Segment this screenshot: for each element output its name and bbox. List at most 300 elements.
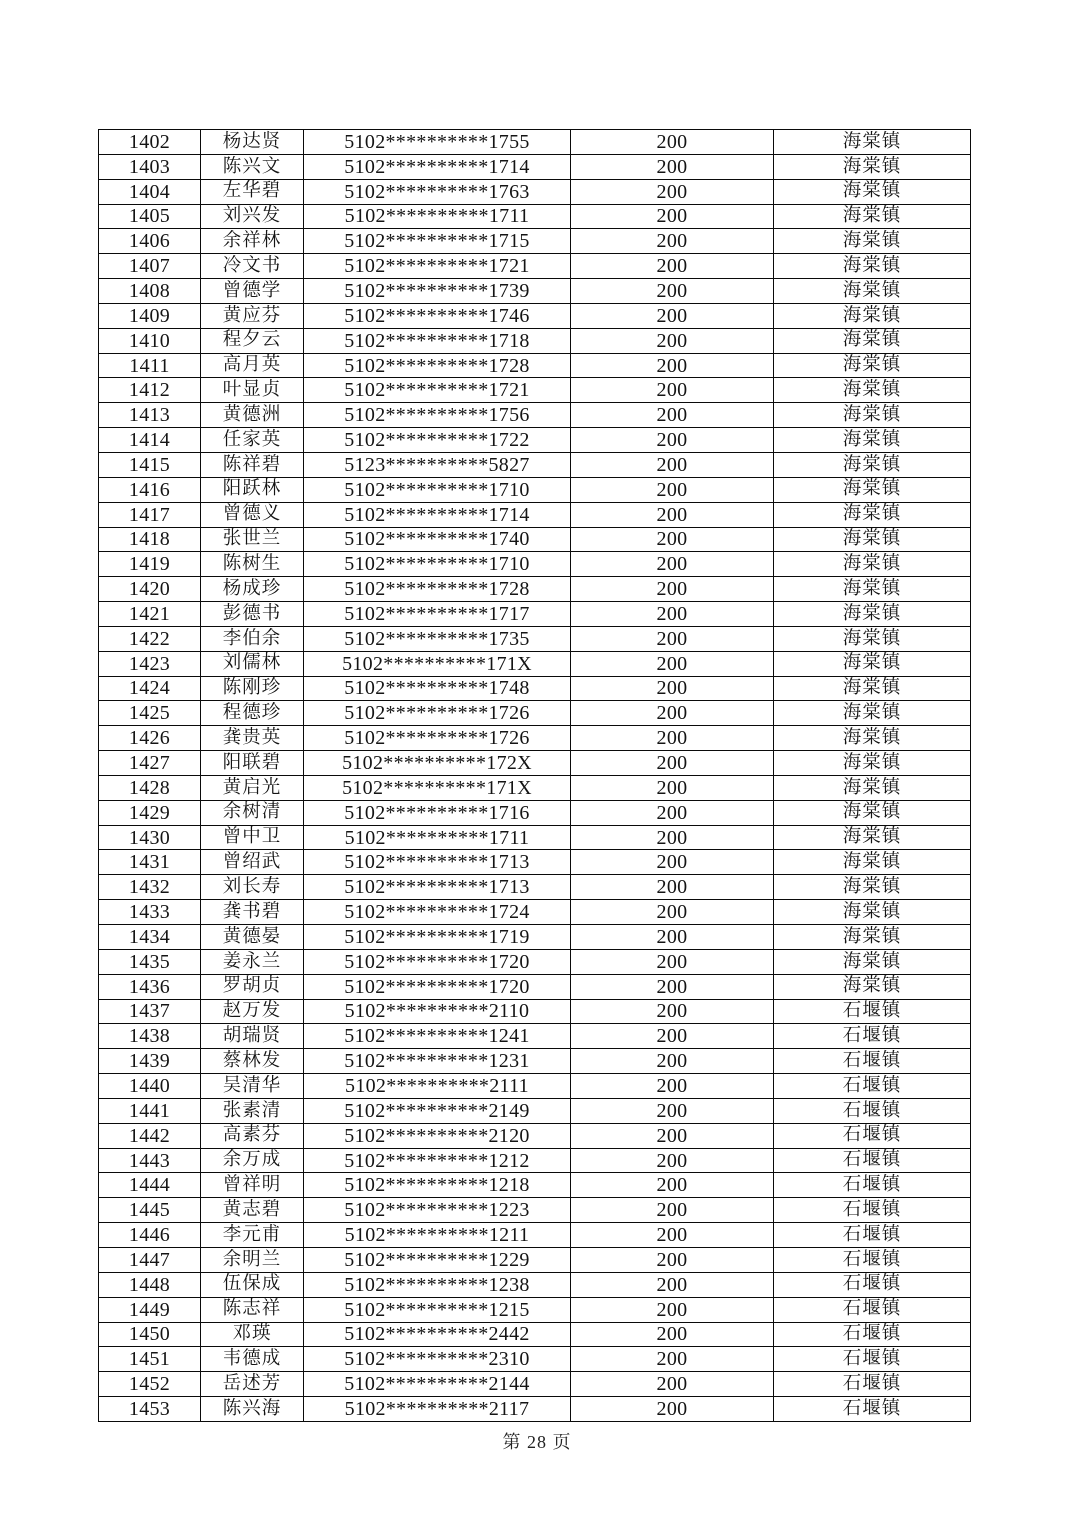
cell-person-name: 胡瑞贤 bbox=[201, 1024, 304, 1049]
table-row bbox=[99, 254, 971, 279]
cell-seq-number: 1443 bbox=[99, 1148, 201, 1173]
cell-seq-number: 1405 bbox=[99, 204, 201, 229]
cell-town: 海棠镇 bbox=[774, 428, 971, 453]
cell-town: 海棠镇 bbox=[774, 875, 971, 900]
table-row bbox=[99, 1074, 971, 1099]
cell-seq-number: 1427 bbox=[99, 751, 201, 776]
table-row bbox=[99, 1223, 971, 1248]
cell-person-name: 陈祥碧 bbox=[201, 452, 304, 477]
cell-amount: 200 bbox=[571, 850, 774, 875]
cell-seq-number: 1447 bbox=[99, 1247, 201, 1272]
cell-amount: 200 bbox=[571, 651, 774, 676]
cell-seq-number: 1403 bbox=[99, 154, 201, 179]
table-row bbox=[99, 850, 971, 875]
table-row bbox=[99, 1049, 971, 1074]
cell-amount: 200 bbox=[571, 1074, 774, 1099]
cell-town: 海棠镇 bbox=[774, 726, 971, 751]
cell-person-name: 高月英 bbox=[201, 353, 304, 378]
cell-amount: 200 bbox=[571, 1322, 774, 1347]
cell-person-name: 黄启光 bbox=[201, 775, 304, 800]
cell-amount: 200 bbox=[571, 1223, 774, 1248]
table-row bbox=[99, 229, 971, 254]
cell-amount: 200 bbox=[571, 974, 774, 999]
table-row bbox=[99, 1148, 971, 1173]
table-row bbox=[99, 502, 971, 527]
cell-person-name: 蔡林发 bbox=[201, 1049, 304, 1074]
cell-amount: 200 bbox=[571, 676, 774, 701]
cell-amount: 200 bbox=[571, 701, 774, 726]
table-row bbox=[99, 403, 971, 428]
cell-person-name: 任家英 bbox=[201, 428, 304, 453]
cell-town: 石堰镇 bbox=[774, 1024, 971, 1049]
cell-town: 海棠镇 bbox=[774, 353, 971, 378]
cell-town: 石堰镇 bbox=[774, 1247, 971, 1272]
cell-town: 海棠镇 bbox=[774, 254, 971, 279]
cell-id-number-masked: 5102**********1215 bbox=[304, 1297, 571, 1322]
cell-id-number-masked: 5102**********1710 bbox=[304, 552, 571, 577]
cell-amount: 200 bbox=[571, 279, 774, 304]
cell-seq-number: 1433 bbox=[99, 900, 201, 925]
cell-seq-number: 1441 bbox=[99, 1098, 201, 1123]
cell-person-name: 余万成 bbox=[201, 1148, 304, 1173]
cell-id-number-masked: 5102**********2120 bbox=[304, 1123, 571, 1148]
cell-id-number-masked: 5102**********1231 bbox=[304, 1049, 571, 1074]
cell-seq-number: 1444 bbox=[99, 1173, 201, 1198]
cell-id-number-masked: 5102**********2117 bbox=[304, 1397, 571, 1422]
table-row bbox=[99, 1198, 971, 1223]
cell-town: 海棠镇 bbox=[774, 775, 971, 800]
cell-seq-number: 1420 bbox=[99, 577, 201, 602]
cell-id-number-masked: 5102**********1713 bbox=[304, 850, 571, 875]
table-row bbox=[99, 1098, 971, 1123]
cell-seq-number: 1436 bbox=[99, 974, 201, 999]
cell-amount: 200 bbox=[571, 1397, 774, 1422]
cell-amount: 200 bbox=[571, 1347, 774, 1372]
table-row bbox=[99, 800, 971, 825]
cell-id-number-masked: 5102**********1756 bbox=[304, 403, 571, 428]
cell-town: 海棠镇 bbox=[774, 552, 971, 577]
cell-person-name: 曾德学 bbox=[201, 279, 304, 304]
cell-seq-number: 1414 bbox=[99, 428, 201, 453]
cell-town: 海棠镇 bbox=[774, 527, 971, 552]
table-row bbox=[99, 1347, 971, 1372]
cell-id-number-masked: 5102**********2110 bbox=[304, 999, 571, 1024]
cell-town: 海棠镇 bbox=[774, 279, 971, 304]
cell-town: 石堰镇 bbox=[774, 1198, 971, 1223]
table-row bbox=[99, 651, 971, 676]
cell-id-number-masked: 5102**********1726 bbox=[304, 726, 571, 751]
subsidy-roster-table bbox=[98, 129, 971, 1422]
cell-amount: 200 bbox=[571, 552, 774, 577]
cell-town: 海棠镇 bbox=[774, 577, 971, 602]
cell-town: 海棠镇 bbox=[774, 378, 971, 403]
cell-id-number-masked: 5102**********1720 bbox=[304, 949, 571, 974]
table-row bbox=[99, 303, 971, 328]
cell-id-number-masked: 5102**********1739 bbox=[304, 279, 571, 304]
table-row bbox=[99, 1297, 971, 1322]
table-row bbox=[99, 279, 971, 304]
cell-id-number-masked: 5102**********2442 bbox=[304, 1322, 571, 1347]
cell-id-number-masked: 5102**********1720 bbox=[304, 974, 571, 999]
cell-person-name: 黄德晏 bbox=[201, 925, 304, 950]
cell-town: 石堰镇 bbox=[774, 1074, 971, 1099]
table-row bbox=[99, 577, 971, 602]
cell-amount: 200 bbox=[571, 602, 774, 627]
table-row bbox=[99, 353, 971, 378]
cell-seq-number: 1423 bbox=[99, 651, 201, 676]
cell-person-name: 余树清 bbox=[201, 800, 304, 825]
table-row bbox=[99, 701, 971, 726]
table-row bbox=[99, 602, 971, 627]
cell-id-number-masked: 5102**********1735 bbox=[304, 626, 571, 651]
cell-amount: 200 bbox=[571, 1123, 774, 1148]
cell-town: 海棠镇 bbox=[774, 676, 971, 701]
cell-seq-number: 1437 bbox=[99, 999, 201, 1024]
cell-amount: 200 bbox=[571, 1024, 774, 1049]
table-row bbox=[99, 204, 971, 229]
cell-amount: 200 bbox=[571, 1148, 774, 1173]
cell-amount: 200 bbox=[571, 577, 774, 602]
cell-amount: 200 bbox=[571, 428, 774, 453]
cell-seq-number: 1449 bbox=[99, 1297, 201, 1322]
cell-id-number-masked: 5102**********1711 bbox=[304, 825, 571, 850]
cell-person-name: 张素清 bbox=[201, 1098, 304, 1123]
cell-id-number-masked: 5102**********1728 bbox=[304, 577, 571, 602]
cell-town: 海棠镇 bbox=[774, 502, 971, 527]
cell-id-number-masked: 5102**********1713 bbox=[304, 875, 571, 900]
cell-amount: 200 bbox=[571, 130, 774, 155]
cell-seq-number: 1426 bbox=[99, 726, 201, 751]
cell-seq-number: 1445 bbox=[99, 1198, 201, 1223]
cell-seq-number: 1448 bbox=[99, 1272, 201, 1297]
cell-town: 海棠镇 bbox=[774, 701, 971, 726]
cell-id-number-masked: 5102**********1724 bbox=[304, 900, 571, 925]
cell-amount: 200 bbox=[571, 726, 774, 751]
cell-seq-number: 1417 bbox=[99, 502, 201, 527]
cell-person-name: 刘长寿 bbox=[201, 875, 304, 900]
cell-person-name: 杨达贤 bbox=[201, 130, 304, 155]
cell-person-name: 龚书碧 bbox=[201, 900, 304, 925]
cell-seq-number: 1442 bbox=[99, 1123, 201, 1148]
cell-person-name: 李伯余 bbox=[201, 626, 304, 651]
cell-town: 石堰镇 bbox=[774, 1173, 971, 1198]
cell-person-name: 余祥林 bbox=[201, 229, 304, 254]
cell-town: 海棠镇 bbox=[774, 229, 971, 254]
cell-person-name: 吴清华 bbox=[201, 1074, 304, 1099]
table-row bbox=[99, 154, 971, 179]
cell-seq-number: 1424 bbox=[99, 676, 201, 701]
cell-id-number-masked: 5102**********1719 bbox=[304, 925, 571, 950]
cell-seq-number: 1406 bbox=[99, 229, 201, 254]
cell-person-name: 陈兴海 bbox=[201, 1397, 304, 1422]
cell-amount: 200 bbox=[571, 502, 774, 527]
table-row bbox=[99, 428, 971, 453]
cell-id-number-masked: 5102**********1748 bbox=[304, 676, 571, 701]
cell-id-number-masked: 5102**********1746 bbox=[304, 303, 571, 328]
cell-person-name: 岳述芳 bbox=[201, 1372, 304, 1397]
table-row bbox=[99, 1272, 971, 1297]
cell-seq-number: 1407 bbox=[99, 254, 201, 279]
table-row bbox=[99, 626, 971, 651]
table-row bbox=[99, 751, 971, 776]
cell-amount: 200 bbox=[571, 1372, 774, 1397]
table-row bbox=[99, 974, 971, 999]
cell-seq-number: 1453 bbox=[99, 1397, 201, 1422]
cell-id-number-masked: 5102**********1238 bbox=[304, 1272, 571, 1297]
cell-town: 石堰镇 bbox=[774, 1372, 971, 1397]
cell-id-number-masked: 5102**********1755 bbox=[304, 130, 571, 155]
cell-person-name: 杨成珍 bbox=[201, 577, 304, 602]
cell-town: 石堰镇 bbox=[774, 1272, 971, 1297]
cell-id-number-masked: 5102**********1714 bbox=[304, 154, 571, 179]
cell-amount: 200 bbox=[571, 751, 774, 776]
cell-seq-number: 1451 bbox=[99, 1347, 201, 1372]
cell-seq-number: 1439 bbox=[99, 1049, 201, 1074]
cell-amount: 200 bbox=[571, 378, 774, 403]
cell-seq-number: 1415 bbox=[99, 452, 201, 477]
cell-person-name: 赵万发 bbox=[201, 999, 304, 1024]
table-row bbox=[99, 825, 971, 850]
cell-person-name: 阳跃林 bbox=[201, 477, 304, 502]
cell-town: 海棠镇 bbox=[774, 477, 971, 502]
cell-town: 海棠镇 bbox=[774, 204, 971, 229]
cell-amount: 200 bbox=[571, 925, 774, 950]
cell-id-number-masked: 5102**********172X bbox=[304, 751, 571, 776]
cell-seq-number: 1410 bbox=[99, 328, 201, 353]
cell-seq-number: 1409 bbox=[99, 303, 201, 328]
cell-amount: 200 bbox=[571, 900, 774, 925]
table-row bbox=[99, 676, 971, 701]
cell-amount: 200 bbox=[571, 353, 774, 378]
cell-town: 海棠镇 bbox=[774, 602, 971, 627]
cell-seq-number: 1408 bbox=[99, 279, 201, 304]
cell-town: 石堰镇 bbox=[774, 1123, 971, 1148]
table-row bbox=[99, 1322, 971, 1347]
cell-person-name: 阳联碧 bbox=[201, 751, 304, 776]
cell-seq-number: 1428 bbox=[99, 775, 201, 800]
cell-person-name: 陈兴文 bbox=[201, 154, 304, 179]
cell-id-number-masked: 5102**********1717 bbox=[304, 602, 571, 627]
cell-amount: 200 bbox=[571, 775, 774, 800]
cell-id-number-masked: 5102**********1211 bbox=[304, 1223, 571, 1248]
cell-town: 石堰镇 bbox=[774, 1223, 971, 1248]
table-row bbox=[99, 1372, 971, 1397]
cell-id-number-masked: 5102**********1241 bbox=[304, 1024, 571, 1049]
cell-seq-number: 1402 bbox=[99, 130, 201, 155]
cell-amount: 200 bbox=[571, 800, 774, 825]
cell-amount: 200 bbox=[571, 875, 774, 900]
cell-person-name: 余明兰 bbox=[201, 1247, 304, 1272]
cell-person-name: 龚贵英 bbox=[201, 726, 304, 751]
cell-town: 海棠镇 bbox=[774, 800, 971, 825]
cell-id-number-masked: 5102**********2111 bbox=[304, 1074, 571, 1099]
cell-amount: 200 bbox=[571, 1098, 774, 1123]
cell-id-number-masked: 5102**********1740 bbox=[304, 527, 571, 552]
table-row bbox=[99, 925, 971, 950]
cell-seq-number: 1425 bbox=[99, 701, 201, 726]
cell-town: 海棠镇 bbox=[774, 850, 971, 875]
cell-amount: 200 bbox=[571, 328, 774, 353]
cell-town: 海棠镇 bbox=[774, 403, 971, 428]
cell-amount: 200 bbox=[571, 1297, 774, 1322]
subsidy-roster-table-body bbox=[99, 130, 971, 1422]
cell-amount: 200 bbox=[571, 999, 774, 1024]
cell-id-number-masked: 5102**********1714 bbox=[304, 502, 571, 527]
cell-person-name: 冷文书 bbox=[201, 254, 304, 279]
cell-seq-number: 1411 bbox=[99, 353, 201, 378]
cell-seq-number: 1419 bbox=[99, 552, 201, 577]
cell-amount: 200 bbox=[571, 403, 774, 428]
cell-amount: 200 bbox=[571, 254, 774, 279]
cell-id-number-masked: 5102**********1212 bbox=[304, 1148, 571, 1173]
cell-id-number-masked: 5102**********1763 bbox=[304, 179, 571, 204]
table-row bbox=[99, 378, 971, 403]
cell-seq-number: 1435 bbox=[99, 949, 201, 974]
table-row bbox=[99, 477, 971, 502]
cell-id-number-masked: 5102**********1721 bbox=[304, 378, 571, 403]
table-row bbox=[99, 552, 971, 577]
cell-id-number-masked: 5102**********171X bbox=[304, 651, 571, 676]
cell-town: 海棠镇 bbox=[774, 900, 971, 925]
table-row bbox=[99, 1397, 971, 1422]
cell-seq-number: 1434 bbox=[99, 925, 201, 950]
cell-town: 海棠镇 bbox=[774, 925, 971, 950]
cell-person-name: 黄应芬 bbox=[201, 303, 304, 328]
cell-amount: 200 bbox=[571, 477, 774, 502]
table-row bbox=[99, 1024, 971, 1049]
table-row bbox=[99, 949, 971, 974]
cell-id-number-masked: 5102**********1715 bbox=[304, 229, 571, 254]
cell-seq-number: 1450 bbox=[99, 1322, 201, 1347]
cell-town: 海棠镇 bbox=[774, 452, 971, 477]
cell-id-number-masked: 5102**********2310 bbox=[304, 1347, 571, 1372]
cell-town: 海棠镇 bbox=[774, 130, 971, 155]
cell-amount: 200 bbox=[571, 949, 774, 974]
cell-id-number-masked: 5102**********1218 bbox=[304, 1173, 571, 1198]
cell-town: 石堰镇 bbox=[774, 1322, 971, 1347]
cell-town: 石堰镇 bbox=[774, 1148, 971, 1173]
cell-person-name: 高素芬 bbox=[201, 1123, 304, 1148]
table-row bbox=[99, 900, 971, 925]
cell-amount: 200 bbox=[571, 229, 774, 254]
cell-seq-number: 1422 bbox=[99, 626, 201, 651]
cell-person-name: 韦德成 bbox=[201, 1347, 304, 1372]
cell-person-name: 彭德书 bbox=[201, 602, 304, 627]
table-row bbox=[99, 999, 971, 1024]
cell-seq-number: 1416 bbox=[99, 477, 201, 502]
cell-id-number-masked: 5123**********5827 bbox=[304, 452, 571, 477]
cell-amount: 200 bbox=[571, 1173, 774, 1198]
table-row bbox=[99, 1247, 971, 1272]
cell-person-name: 曾中卫 bbox=[201, 825, 304, 850]
table-row bbox=[99, 775, 971, 800]
cell-seq-number: 1430 bbox=[99, 825, 201, 850]
cell-town: 海棠镇 bbox=[774, 949, 971, 974]
cell-amount: 200 bbox=[571, 527, 774, 552]
cell-seq-number: 1418 bbox=[99, 527, 201, 552]
cell-id-number-masked: 5102**********1722 bbox=[304, 428, 571, 453]
cell-person-name: 姜永兰 bbox=[201, 949, 304, 974]
cell-seq-number: 1421 bbox=[99, 602, 201, 627]
cell-town: 石堰镇 bbox=[774, 999, 971, 1024]
cell-person-name: 黄志碧 bbox=[201, 1198, 304, 1223]
cell-amount: 200 bbox=[571, 179, 774, 204]
cell-person-name: 左华碧 bbox=[201, 179, 304, 204]
cell-id-number-masked: 5102**********1728 bbox=[304, 353, 571, 378]
cell-id-number-masked: 5102**********171X bbox=[304, 775, 571, 800]
cell-town: 海棠镇 bbox=[774, 626, 971, 651]
cell-amount: 200 bbox=[571, 626, 774, 651]
cell-town: 海棠镇 bbox=[774, 154, 971, 179]
cell-town: 海棠镇 bbox=[774, 651, 971, 676]
cell-amount: 200 bbox=[571, 1247, 774, 1272]
cell-amount: 200 bbox=[571, 1272, 774, 1297]
cell-person-name: 张世兰 bbox=[201, 527, 304, 552]
cell-seq-number: 1440 bbox=[99, 1074, 201, 1099]
table-row bbox=[99, 1123, 971, 1148]
cell-town: 海棠镇 bbox=[774, 974, 971, 999]
cell-town: 石堰镇 bbox=[774, 1297, 971, 1322]
cell-person-name: 程夕云 bbox=[201, 328, 304, 353]
table-row bbox=[99, 726, 971, 751]
table-row bbox=[99, 875, 971, 900]
cell-id-number-masked: 5102**********1229 bbox=[304, 1247, 571, 1272]
cell-id-number-masked: 5102**********1710 bbox=[304, 477, 571, 502]
cell-id-number-masked: 5102**********1711 bbox=[304, 204, 571, 229]
cell-town: 海棠镇 bbox=[774, 825, 971, 850]
cell-town: 海棠镇 bbox=[774, 179, 971, 204]
table-row bbox=[99, 130, 971, 155]
cell-person-name: 伍保成 bbox=[201, 1272, 304, 1297]
cell-person-name: 刘兴发 bbox=[201, 204, 304, 229]
cell-person-name: 曾德义 bbox=[201, 502, 304, 527]
cell-seq-number: 1404 bbox=[99, 179, 201, 204]
table-row bbox=[99, 527, 971, 552]
cell-amount: 200 bbox=[571, 154, 774, 179]
cell-town: 海棠镇 bbox=[774, 328, 971, 353]
cell-person-name: 刘儒林 bbox=[201, 651, 304, 676]
cell-id-number-masked: 5102**********1716 bbox=[304, 800, 571, 825]
cell-id-number-masked: 5102**********2149 bbox=[304, 1098, 571, 1123]
cell-person-name: 黄德洲 bbox=[201, 403, 304, 428]
cell-person-name: 陈志祥 bbox=[201, 1297, 304, 1322]
cell-person-name: 叶显贞 bbox=[201, 378, 304, 403]
cell-amount: 200 bbox=[571, 452, 774, 477]
cell-town: 石堰镇 bbox=[774, 1098, 971, 1123]
cell-id-number-masked: 5102**********2144 bbox=[304, 1372, 571, 1397]
cell-town: 海棠镇 bbox=[774, 751, 971, 776]
cell-person-name: 陈刚珍 bbox=[201, 676, 304, 701]
cell-id-number-masked: 5102**********1223 bbox=[304, 1198, 571, 1223]
cell-id-number-masked: 5102**********1726 bbox=[304, 701, 571, 726]
cell-person-name: 曾绍武 bbox=[201, 850, 304, 875]
cell-person-name: 罗胡贞 bbox=[201, 974, 304, 999]
cell-seq-number: 1429 bbox=[99, 800, 201, 825]
cell-person-name: 程德珍 bbox=[201, 701, 304, 726]
cell-seq-number: 1413 bbox=[99, 403, 201, 428]
cell-amount: 200 bbox=[571, 1049, 774, 1074]
cell-seq-number: 1438 bbox=[99, 1024, 201, 1049]
cell-person-name: 陈树生 bbox=[201, 552, 304, 577]
table-row bbox=[99, 1173, 971, 1198]
cell-seq-number: 1431 bbox=[99, 850, 201, 875]
cell-seq-number: 1432 bbox=[99, 875, 201, 900]
cell-amount: 200 bbox=[571, 204, 774, 229]
cell-person-name: 曾祥明 bbox=[201, 1173, 304, 1198]
cell-amount: 200 bbox=[571, 825, 774, 850]
cell-town: 石堰镇 bbox=[774, 1049, 971, 1074]
page-number: 第 28 页 bbox=[502, 1432, 572, 1452]
